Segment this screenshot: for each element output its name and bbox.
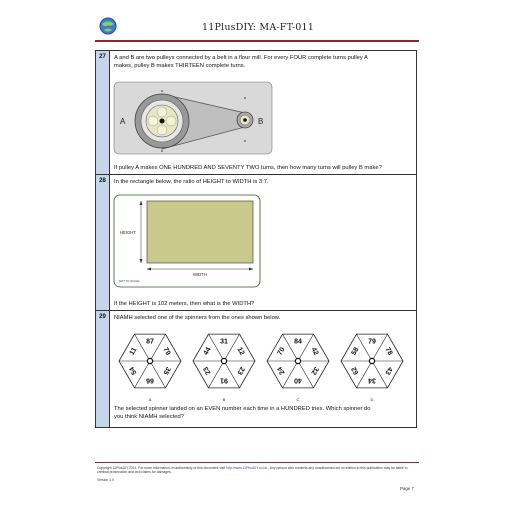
question-row-29 [96,311,416,427]
copyright-text: Copyright 11PlusDIY 2011. For more information on authenticity of this document visit [97,466,226,470]
questions-table [95,50,417,428]
spinner-b [193,334,255,402]
spinner-value: 79 [161,346,172,357]
spinner-value: 70 [276,346,287,357]
spinner-value: 91 [220,376,228,384]
pulley-a-label: A [120,117,126,126]
spinner-c [267,334,329,402]
question-prompt: If the HEIGHT is 102 meters, then what is the WIDTH? [114,301,255,307]
spinner-hub [221,358,226,363]
copyright-text-end: . Any person who commits any unauthorised act in relation to this publication may be liable to criminal prosecution and civil claims for damages. [97,466,408,475]
spinner-a [119,334,181,402]
question-prompt: If pulley A makes ONE HUNDRED AND SEVENTY TWO turns, then how many turns will pulley B make? [114,165,382,171]
spinner-value: 87 [146,338,154,346]
footer-divider [95,462,419,463]
website-link[interactable]: http://www.11PlusDIY.co.uk [226,466,268,470]
spinner-hub [369,358,374,363]
header-divider [95,40,419,42]
spinner-value: 78 [383,346,394,357]
spinner-d [341,334,403,402]
height-label: HEIGHT [120,230,136,235]
question-number: 27 [96,51,110,174]
spinner-value: 34 [368,376,376,384]
spinner-value: 12 [235,346,246,357]
question-intro: In the rectangle below, the ratio of HEIGHT to WIDTH is 3:7. [114,179,269,185]
spinner-value: 84 [294,338,302,346]
not-to-scale-note: NOT TO SCALE [119,279,140,283]
spinner-value: 11 [128,346,139,357]
question-number: 29 [96,311,110,427]
spinner-value: 32 [309,365,320,376]
version-label: Version 1.0 [97,478,114,482]
spinner-value: 35 [161,365,172,376]
question-intro: NIAMH selected one of the spinners from the ones shown below. [114,315,281,321]
spinner-value: 44 [202,346,213,357]
globe-logo-icon [98,16,118,36]
spinner-value: 54 [128,365,139,376]
question-intro [114,54,414,70]
spinner-value: 24 [276,365,287,376]
rectangle-diagram [110,193,262,291]
spinner-value: 42 [309,346,320,357]
spinner-hub [295,358,300,363]
copyright-notice [97,466,417,475]
width-label: WIDTH [193,272,207,277]
spinner-label: C [296,397,300,402]
height-width-rectangle [147,201,253,263]
document-title: 11PlusDIY: MA-FT-011 [202,22,315,33]
question-text-line: A and B are two pulleys connected by a belt in a flour mill. For every FOUR complete turns pulley A [114,55,368,61]
question-row-27 [96,51,416,175]
spinner-label: A [148,397,152,402]
spinner-hub [147,358,152,363]
spinner-value: 31 [220,338,228,346]
question-number: 28 [96,175,110,310]
spinner-label: D [370,397,374,402]
question-text-line: makes, pulley B makes THIRTEEN complete turns. [114,63,246,69]
spinner-value: 66 [146,376,154,384]
spinner-value: 62 [350,365,361,376]
question-text-line: The selected spinner landed on an EVEN number each time in a HUNDRED tries. Which spinner do [114,406,371,412]
spinner-value: 58 [350,346,361,357]
spinner-value: 79 [368,338,376,346]
spinner-value: 23 [202,365,213,376]
pulley-b-label: B [258,117,264,126]
question-row-28 [96,175,416,311]
question-text-line: you think NIAMH selected? [114,414,184,420]
spinner-label: B [222,397,226,402]
spinner-value: 23 [235,365,246,376]
page-number: Page 7 [400,486,414,491]
pulley-diagram [110,79,280,159]
spinners-diagram [110,325,416,405]
spinner-value: 40 [294,376,302,384]
question-prompt [114,405,416,421]
spinner-value: 43 [383,365,394,376]
